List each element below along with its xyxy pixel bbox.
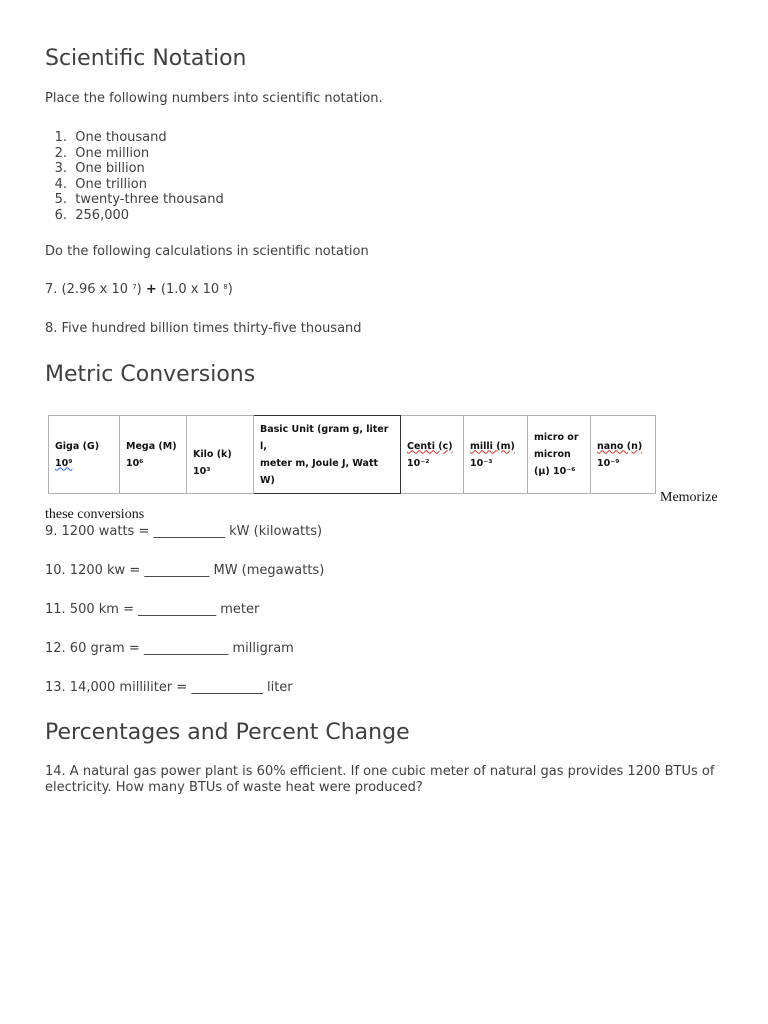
- micro-cell: micro or micron (µ) 10⁻⁶: [528, 416, 591, 494]
- list-item: 5. twenty-three thousand: [54, 192, 224, 208]
- numbers-list: [45, 130, 224, 224]
- calculations-intro: Do the following calculations in scientific notation: [45, 244, 369, 259]
- memorize-label-cont: these conversions: [45, 507, 145, 522]
- memorize-label: Memorize: [660, 490, 718, 505]
- scientific-notation-heading: Scientific Notation: [45, 46, 247, 71]
- giga-cell: Giga (G) 10⁹: [49, 416, 120, 494]
- question-7: 7. (2.96 x 10 $^7$) + (1.0 x 10 $^8$): [45, 282, 233, 297]
- kilo-cell: Kilo (k) 10³: [187, 416, 254, 494]
- list-item: 2. One million: [54, 145, 150, 161]
- list-item: 1. One thousand: [54, 130, 167, 145]
- metric-prefix-table: [48, 415, 656, 494]
- question-11: 11. 500 km = ____________ meter: [45, 602, 260, 617]
- milli-cell: milli (m) 10⁻³: [464, 416, 528, 494]
- mega-cell: Mega (M) 10⁶: [120, 416, 187, 494]
- nano-cell: nano (n) 10⁻⁹: [591, 416, 656, 494]
- list-item: 6. 256,000: [54, 207, 130, 223]
- question-8: 8. Five hundred billion times thirty-five thousand: [45, 321, 362, 336]
- centi-cell: Centi (c) 10⁻²: [401, 416, 464, 494]
- question-9: 9. 1200 watts = ___________ kW (kilowatts): [45, 524, 323, 539]
- question-10: 10. 1200 kw = __________ MW (megawatts): [45, 563, 325, 578]
- percentages-heading: Percentages and Percent Change: [45, 720, 410, 745]
- metric-conversions-heading: Metric Conversions: [45, 362, 256, 387]
- question-12: 12. 60 gram = _____________ milligram: [45, 641, 294, 656]
- question-14: 14. A natural gas power plant is 60% efficient. If one cubic meter of natural gas provides 1200 BTUs of electricity. How many BTUs of waste heat were produced?: [45, 764, 715, 795]
- basic-unit-cell: Basic Unit (gram g, liter l, meter m, Joule J, Watt W): [254, 416, 401, 494]
- list-item: 4. One trillion: [54, 176, 147, 192]
- question-13: 13. 14,000 milliliter = ___________ liter: [45, 680, 293, 695]
- instructions-text: Place the following numbers into scientific notation.: [45, 91, 383, 106]
- list-item: 3. One billion: [54, 161, 145, 177]
